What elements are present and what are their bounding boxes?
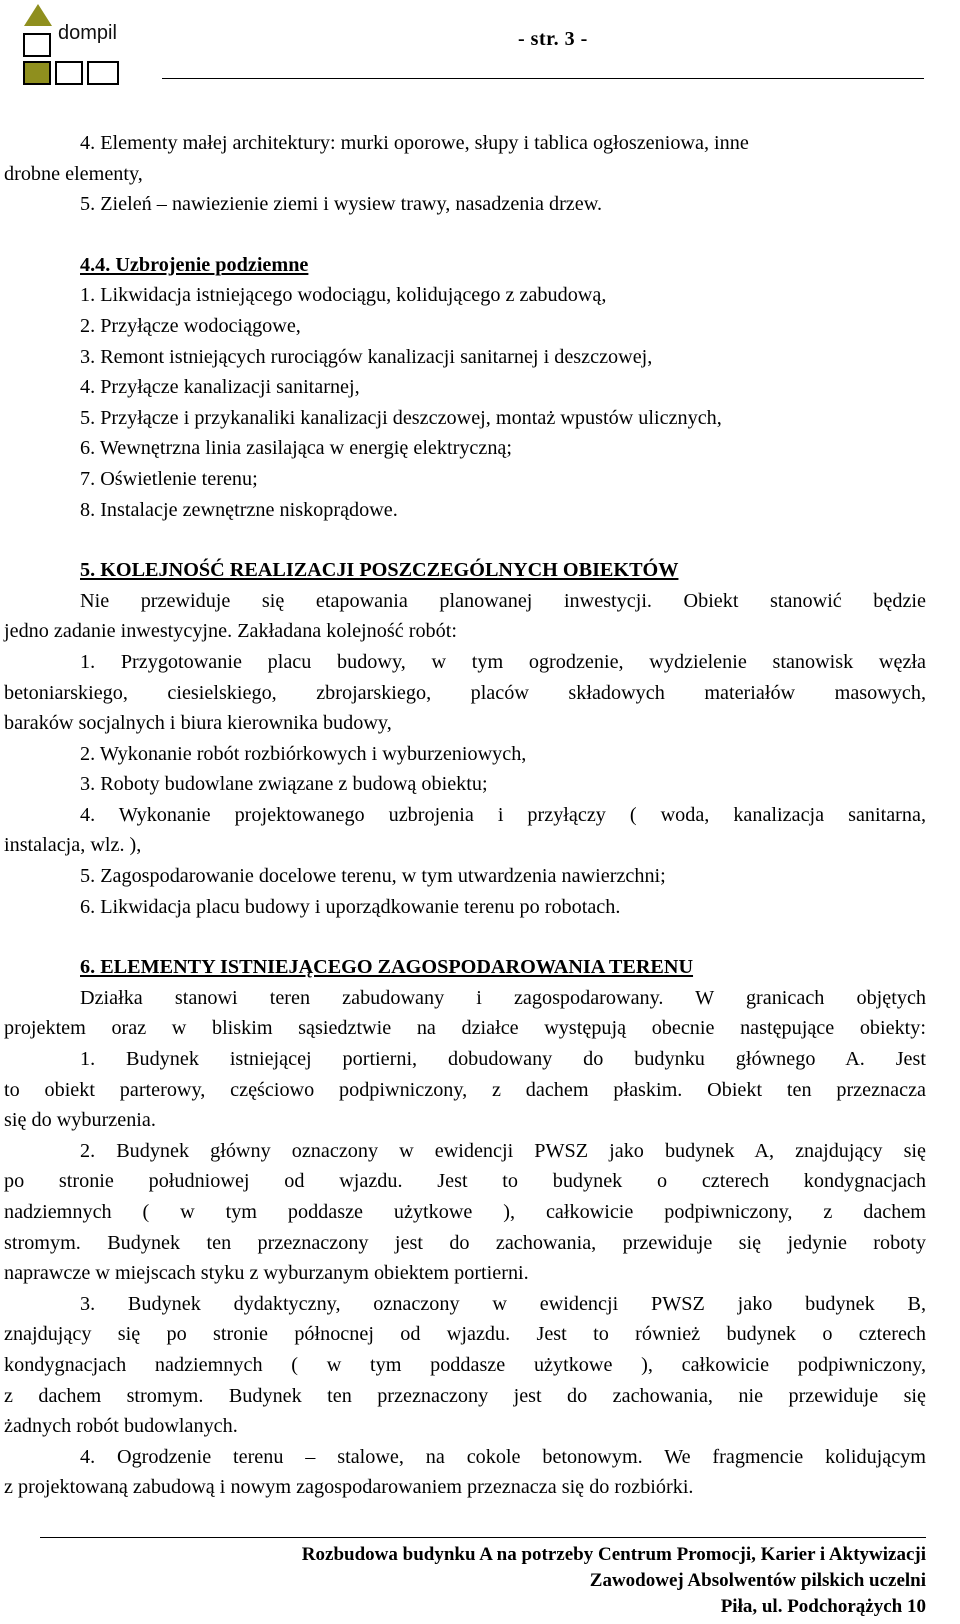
paragraph-line: 3. Budynek dydaktyczny, oznaczony w ewidencji PWSZ jako budynek B, (80, 1292, 926, 1315)
list-item-continuation: betoniarskiego, ciesielskiego, zbrojarskiego, placów składowych materiałów masowych, (4, 681, 926, 704)
section-heading-6: 6. ELEMENTY ISTNIEJĄCEGO ZAGOSPODAROWANIA TERENU (80, 956, 694, 979)
paragraph-line: z dachem stromym. Budynek ten przeznaczony jest do zachowania, nie przewiduje się (4, 1384, 926, 1407)
paragraph-line: znajdujący się po stronie północnej od wjazdu. Jest to również budynek o czterech (4, 1323, 926, 1346)
paragraph-line: 2. Budynek główny oznaczony w ewidencji PWSZ jako budynek A, znajdujący się (80, 1139, 926, 1162)
paragraph-line: Działka stanowi teren zabudowany i zagospodarowany. W granicach objętych (80, 986, 926, 1009)
section-heading-5: 5. KOLEJNOŚĆ REALIZACJI POSZCZEGÓLNYCH OBIEKTÓW (80, 559, 679, 582)
paragraph-line: Nie przewiduje się etapowania planowanej inwestycji. Obiekt stanowić będzie (80, 589, 926, 612)
list-item: 5. Przyłącze i przykanaliki kanalizacji deszczowej, montaż wpustów ulicznych, (80, 406, 722, 429)
paragraph-line: po stronie południowej od wjazdu. Jest to budynek o czterech kondygnacjach (4, 1170, 926, 1193)
list-item: 5. Zieleń – nawiezienie ziemi i wysiew trawy, nasadzenia drzew. (80, 193, 603, 216)
paragraph-line: jedno zadanie inwestycyjne. Zakładana kolejność robót: (4, 620, 457, 643)
list-item: 1. Likwidacja istniejącego wodociągu, kolidującego z zabudową, (80, 284, 607, 307)
footer-line: Rozbudowa budynku A na potrzeby Centrum Promocji, Karier i Aktywizacji (301, 1544, 926, 1565)
logo-text: dompil (58, 22, 117, 44)
list-item: 3. Roboty budowlane związane z budową obiektu; (80, 773, 488, 796)
paragraph-line: stromym. Budynek ten przeznaczony jest do zachowania, przewiduje się jedynie roboty (4, 1231, 926, 1254)
paragraph-line: 4. Ogrodzenie terenu – stalowe, na cokole betonowym. We fragmencie kolidującym (80, 1445, 926, 1468)
footer-line: Piła, ul. Podchorążych 10 (720, 1596, 926, 1617)
list-item: 7. Oświetlenie terenu; (80, 467, 258, 490)
header-rule (162, 78, 924, 79)
list-item: 6. Wewnętrzna linia zasilająca w energię elektryczną; (80, 437, 512, 460)
list-item: 1. Przygotowanie placu budowy, w tym ogrodzenie, wydzielenie stanowisk węzła (80, 650, 926, 673)
list-item: 8. Instalacje zewnętrzne niskoprądowe. (80, 498, 398, 521)
list-item-continuation: drobne elementy, (4, 162, 143, 185)
list-item: 6. Likwidacja placu budowy i uporządkowanie terenu po robotach. (80, 895, 621, 918)
list-item: 2. Wykonanie robót rozbiórkowych i wyburzeniowych, (80, 742, 527, 765)
list-item-continuation: baraków socjalnych i biura kierownika budowy, (4, 712, 392, 735)
footer-rule (40, 1537, 926, 1538)
list-item: 5. Zagospodarowanie docelowe terenu, w tym utwardzenia nawierzchni; (80, 865, 666, 888)
list-item: 2. Przyłącze wodociągowe, (80, 314, 301, 337)
list-item: 4. Elementy małej architektury: murki oporowe, słupy i tablica ogłoszeniowa, inne (80, 132, 749, 154)
paragraph-line: z projektowaną zabudową i nowym zagospodarowaniem przeznacza się do rozbiórki. (4, 1476, 694, 1499)
paragraph-line: projektem oraz w bliskim sąsiedztwie na działce występują obecnie następujące obiekty: (4, 1017, 926, 1040)
paragraph-line: nadziemnych ( w tym poddasze użytkowe ), całkowicie podpiwniczony, z dachem (4, 1201, 926, 1223)
footer-line: Zawodowej Absolwentów pilskich uczelni (589, 1570, 926, 1591)
list-item: 4. Wykonanie projektowanego uzbrojenia i przyłączy ( woda, kanalizacja sanitarna, (80, 803, 926, 826)
paragraph-line: naprawcze w miejscach styku z wyburzanym obiektem portierni. (4, 1262, 529, 1285)
list-item: 3. Remont istniejących rurociągów kanalizacji sanitarnej i deszczowej, (80, 345, 653, 368)
list-item: 4. Przyłącze kanalizacji sanitarnej, (80, 376, 360, 399)
dompil-logo-icon (22, 2, 132, 88)
paragraph-line: kondygnacjach nadziemnych ( w tym poddasze użytkowe ), całkowicie podpiwniczony, (4, 1353, 926, 1376)
paragraph-line: żadnych robót budowlanych. (4, 1415, 238, 1438)
paragraph-line: to obiekt parterowy, częściowo podpiwniczony, z dachem płaskim. Obiekt ten przeznacza (4, 1078, 926, 1101)
list-item-continuation: instalacja, wlz. ), (4, 834, 142, 857)
paragraph-line: 1. Budynek istniejącej portierni, dobudowany do budynku głównego A. Jest (80, 1048, 926, 1071)
paragraph-line: się do wyburzenia. (4, 1109, 156, 1132)
page-footer (46, 1542, 926, 1620)
section-heading-4-4: 4.4. Uzbrojenie podziemne (80, 253, 309, 276)
document-body (4, 128, 926, 1503)
page-number: - str. 3 - (518, 28, 588, 50)
